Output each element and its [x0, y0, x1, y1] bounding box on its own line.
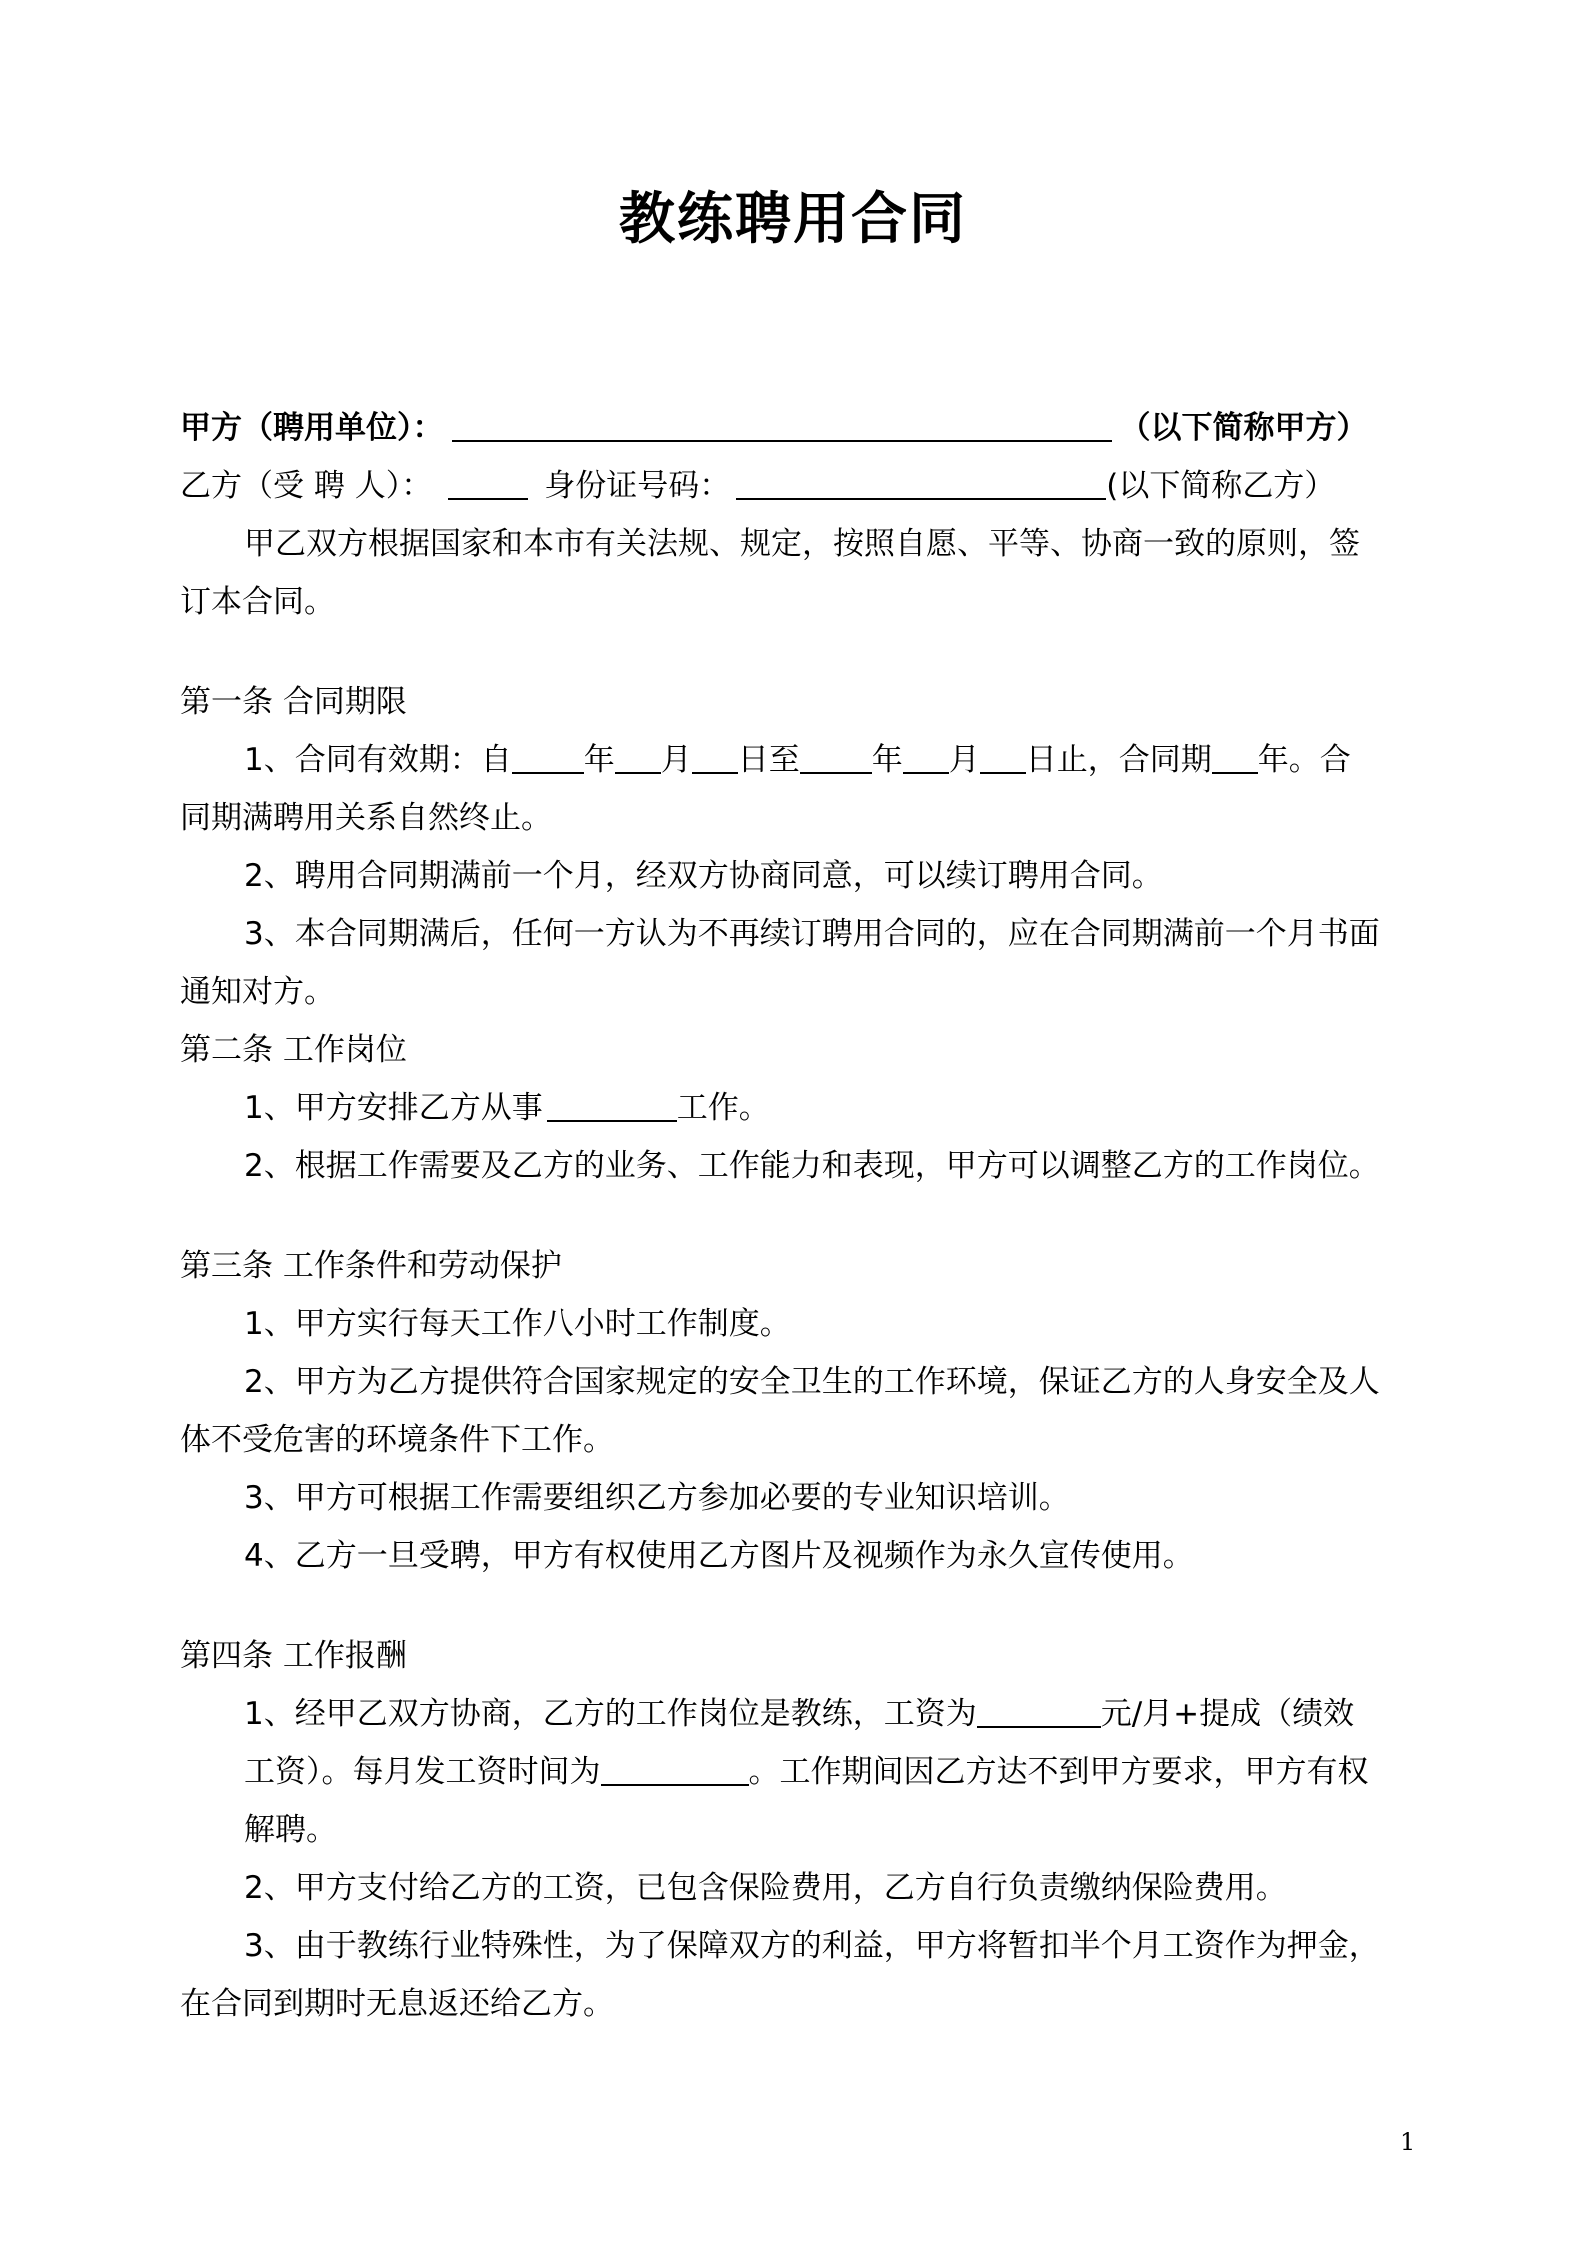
article-4-clause-3: 3、由于教练行业特殊性，为了保障双方的利益，甲方将暂扣半个月工资作为押金， [244, 1928, 1380, 1964]
payday-field[interactable] [601, 1754, 749, 1786]
end-month-field[interactable] [903, 742, 949, 774]
party-b-row [180, 466, 1335, 506]
clause-text: 月 [948, 742, 980, 778]
start-day-field[interactable] [692, 742, 738, 774]
clause-text: 年 [871, 742, 903, 778]
clause-text: 元/月+提成（绩效 [1100, 1696, 1355, 1732]
term-years-field[interactable] [1212, 742, 1258, 774]
article-1-clause-3: 3、本合同期满后，任何一方认为不再续订聘用合同的，应在合同期满前一个月书面 [244, 916, 1380, 952]
intro-line-1: 甲乙双方根据国家和本市有关法规、规定，按照自愿、平等、协商一致的原则，签 [244, 526, 1360, 562]
clause-text: 年。合 [1257, 742, 1351, 778]
clause-text: 工资）。每月发工资时间为 [244, 1754, 601, 1790]
article-1-clause-1-cont: 同期满聘用关系自然终止。 [180, 800, 552, 836]
clause-text: 1、合同有效期：自 [244, 742, 512, 778]
article-1-clause-1 [244, 740, 1351, 780]
article-4-clause-1-end: 解聘。 [244, 1812, 337, 1848]
party-b-suffix: (以下简称乙方） [1106, 468, 1336, 504]
article-4-clause-2: 2、甲方支付给乙方的工资，已包含保险费用，乙方自行负责缴纳保险费用。 [244, 1870, 1287, 1906]
clause-text: 月 [660, 742, 692, 778]
end-day-field[interactable] [980, 742, 1026, 774]
party-b-name-field[interactable] [448, 468, 528, 500]
party-a-suffix: （以下简称甲方） [1119, 410, 1368, 446]
article-3-clause-2: 2、甲方为乙方提供符合国家规定的安全卫生的工作环境，保证乙方的人身安全及人 [244, 1364, 1380, 1400]
party-b-id-field[interactable] [736, 468, 1106, 500]
clause-text: 日至 [737, 742, 800, 778]
article-2-heading: 第二条 工作岗位 [180, 1032, 407, 1068]
salary-field[interactable] [977, 1696, 1101, 1728]
article-3-clause-2-cont: 体不受危害的环境条件下工作。 [180, 1422, 614, 1458]
article-4-clause-3-cont: 在合同到期时无息返还给乙方。 [180, 1986, 614, 2022]
article-2-clause-1 [244, 1088, 770, 1128]
start-month-field[interactable] [615, 742, 661, 774]
page-number: 1 [1400, 2128, 1416, 2156]
article-1-heading: 第一条 合同期限 [180, 684, 407, 720]
article-3-heading: 第三条 工作条件和劳动保护 [180, 1248, 562, 1284]
job-field[interactable] [547, 1090, 677, 1122]
party-b-label: 乙方（受 聘 人）： [180, 468, 433, 504]
page-title: 教练聘用合同 [619, 187, 967, 252]
article-1-clause-2: 2、聘用合同期满前一个月，经双方协商同意，可以续订聘用合同。 [244, 858, 1163, 894]
party-a-name-field[interactable] [452, 410, 1112, 442]
clause-text: 年 [583, 742, 615, 778]
article-4-clause-1 [244, 1694, 1354, 1734]
article-3-clause-3: 3、甲方可根据工作需要组织乙方参加必要的专业知识培训。 [244, 1480, 1070, 1516]
end-year-field[interactable] [800, 742, 872, 774]
clause-text: 1、甲方安排乙方从事 [244, 1090, 543, 1126]
clause-text: 1、经甲乙双方协商，乙方的工作岗位是教练，工资为 [244, 1696, 977, 1732]
clause-text: 日止，合同期 [1025, 742, 1212, 778]
intro-line-2: 订本合同。 [180, 584, 335, 620]
article-3-clause-1: 1、甲方实行每天工作八小时工作制度。 [244, 1306, 791, 1342]
party-a-label: 甲方（聘用单位）： [180, 410, 444, 446]
clause-text: 。工作期间因乙方达不到甲方要求，甲方有权 [748, 1754, 1369, 1790]
article-2-clause-2: 2、根据工作需要及乙方的业务、工作能力和表现，甲方可以调整乙方的工作岗位。 [244, 1148, 1380, 1184]
article-1-clause-3-cont: 通知对方。 [180, 974, 335, 1010]
article-4-heading: 第四条 工作报酬 [180, 1638, 407, 1674]
party-a-row [180, 408, 1368, 448]
article-4-clause-1-cont [244, 1752, 1369, 1792]
party-b-id-label: 身份证号码： [544, 468, 731, 504]
clause-text: 工作。 [676, 1090, 770, 1126]
article-3-clause-4: 4、乙方一旦受聘，甲方有权使用乙方图片及视频作为永久宣传使用。 [244, 1538, 1194, 1574]
start-year-field[interactable] [512, 742, 584, 774]
